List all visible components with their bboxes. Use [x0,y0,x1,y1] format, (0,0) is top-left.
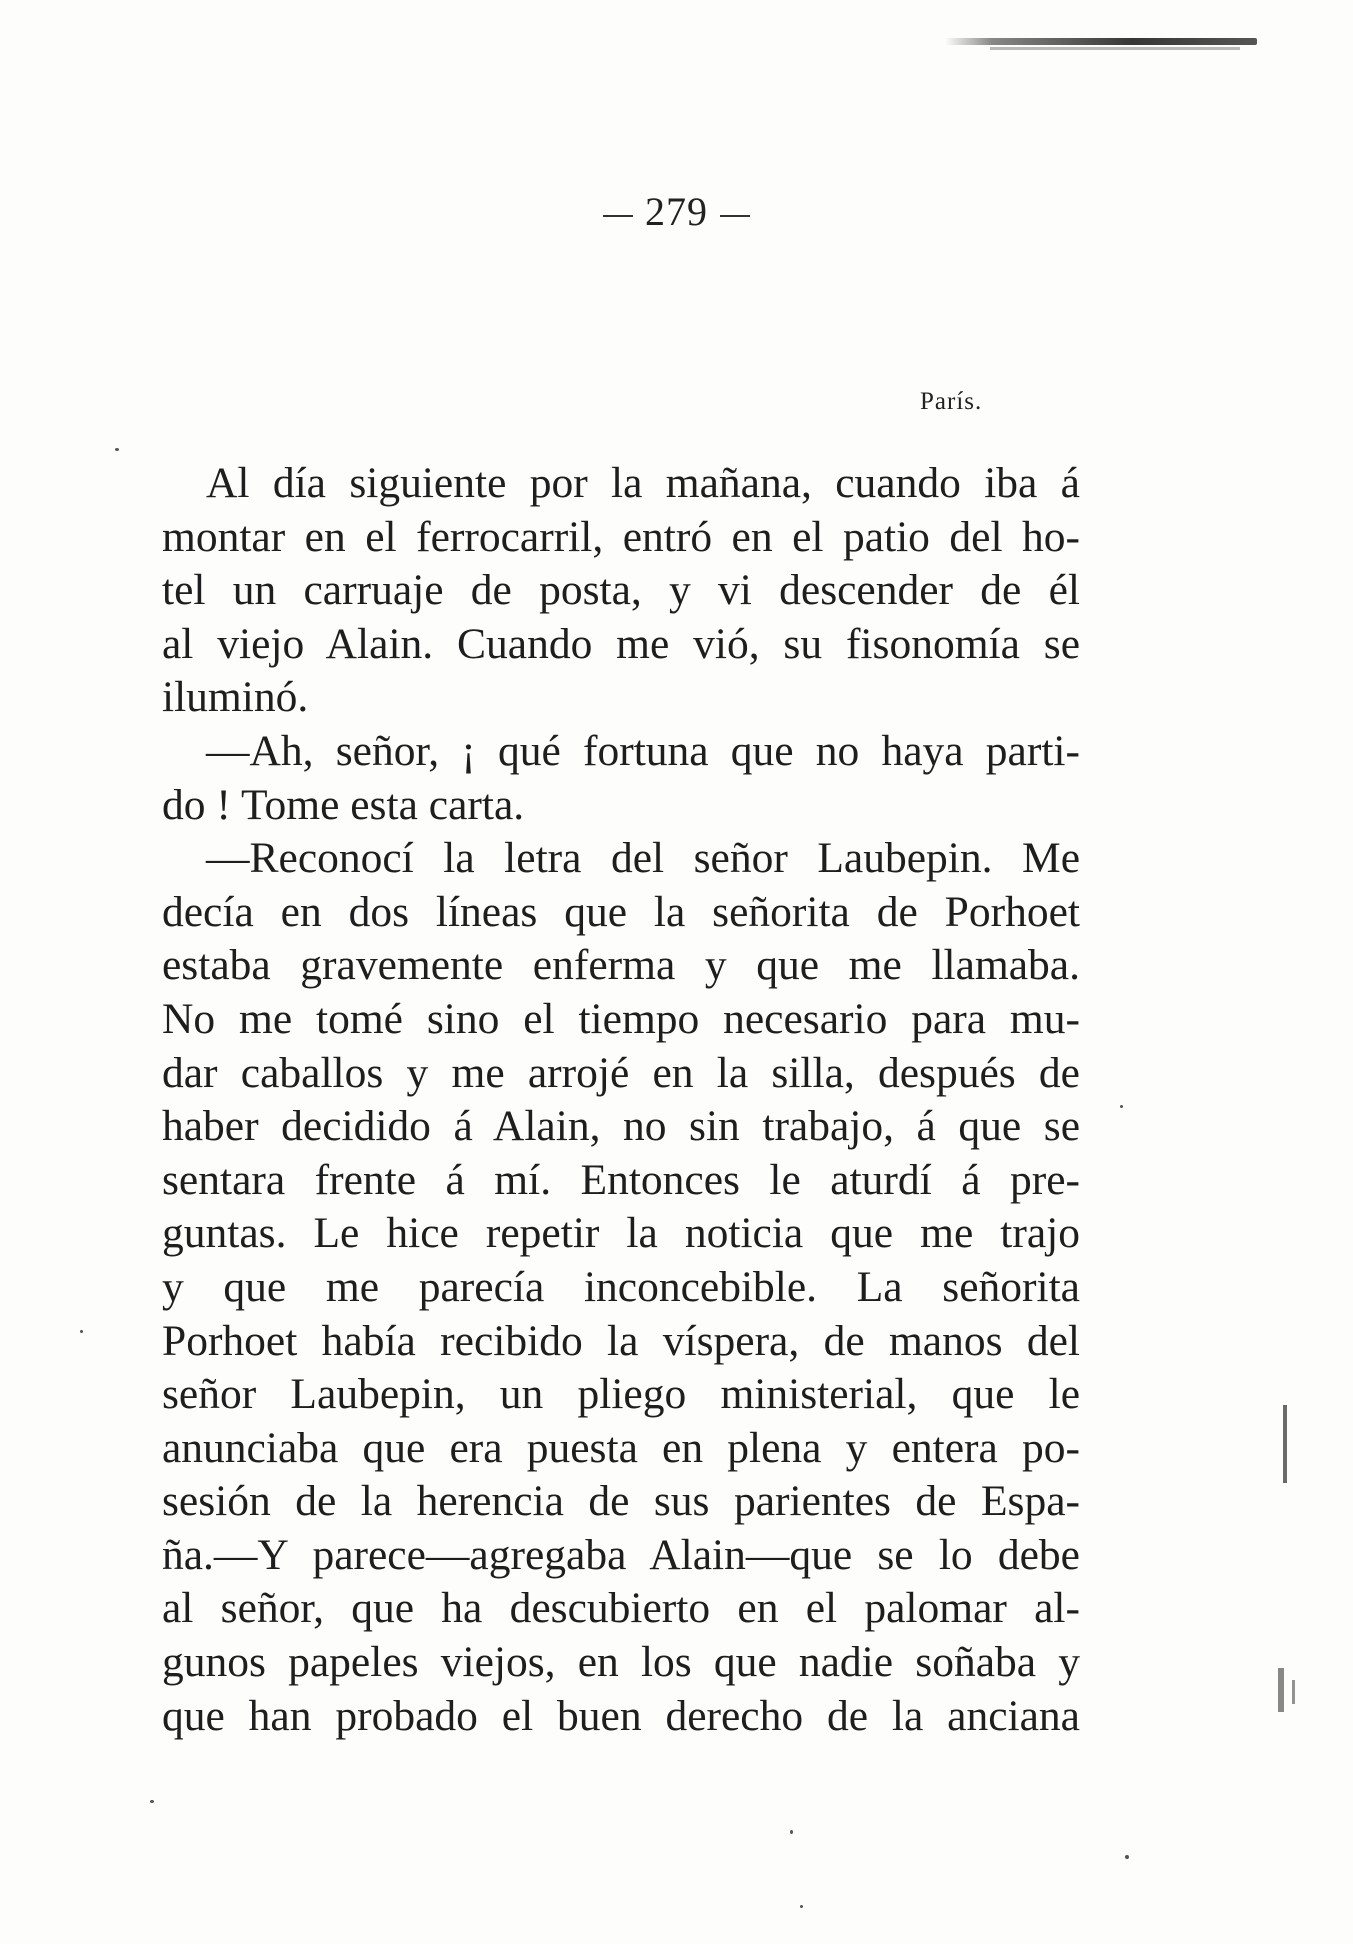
text-line: Porhoet había recibido la víspera, de manos del [162,1316,1080,1365]
text-line: haber decidido á Alain, no sin trabajo, á que se [162,1102,1080,1151]
margin-mark [1292,1680,1295,1704]
text-line: anunciaba que era puesta en plena y entera po- [162,1423,1080,1472]
text-line: sentara frente á mí. Entonces le aturdí á pre- [162,1155,1080,1204]
scan-speck [800,1905,803,1908]
text-line: y que me parecía inconcebible. La señorita [162,1262,1080,1311]
scan-speck [150,1800,154,1803]
scan-speck [115,448,119,451]
text-line: señor Laubepin, un pliego ministerial, que le [162,1370,1080,1419]
page-number [0,188,1353,235]
text-line: al señor, que ha descubierto en el palomar al- [162,1584,1080,1633]
text-line: —Reconocí la letra del señor Laubepin. Me [206,834,1080,883]
place-heading: París. [920,388,983,415]
text-line: Al día siguiente por la mañana, cuando iba á [206,459,1080,507]
text-line: —Ah, señor, ¡ qué fortuna que no haya parti- [206,726,1080,775]
text-line: No me tomé sino el tiempo necesario para mu- [162,994,1080,1043]
text-line: iluminó. [162,673,309,722]
margin-mark [1283,1405,1287,1483]
text-line: que han probado el buen derecho de la anciana [162,1691,1080,1740]
page-number-value: 279 [645,189,708,234]
scan-speck [1125,1855,1129,1859]
page-number-dash-left [603,215,633,217]
margin-mark [1278,1668,1284,1712]
text-line: dar caballos y me arrojé en la silla, después de [162,1048,1080,1097]
scan-speck [790,1830,793,1834]
text-line: sesión de la herencia de sus parientes de Espa- [162,1477,1080,1526]
scan-speck [1120,1105,1123,1108]
text-line: guntas. Le hice repetir la noticia que me trajo [162,1209,1080,1258]
text-line: decía en dos líneas que la señorita de Porhoet [162,887,1080,936]
scan-edge-artifact-faint [990,47,1240,50]
page-number-dash-right [720,215,750,217]
text-line: tel un carruaje de posta, y vi descender de él [162,566,1080,615]
scan-edge-artifact [945,38,1257,45]
text-line: estaba gravemente enferma y que me llamaba. [162,941,1080,990]
text-line: montar en el ferrocarril, entró en el patio del ho- [162,512,1080,561]
text-line: gunos papeles viejos, en los que nadie soñaba y [162,1638,1080,1687]
scan-speck [80,1330,83,1333]
body-text [162,457,1080,1743]
text-line: ña.—Y parece—agregaba Alain—que se lo debe [162,1530,1080,1579]
text-line: do ! Tome esta carta. [162,780,525,829]
text-line: al viejo Alain. Cuando me vió, su fisonomía se [162,619,1080,668]
